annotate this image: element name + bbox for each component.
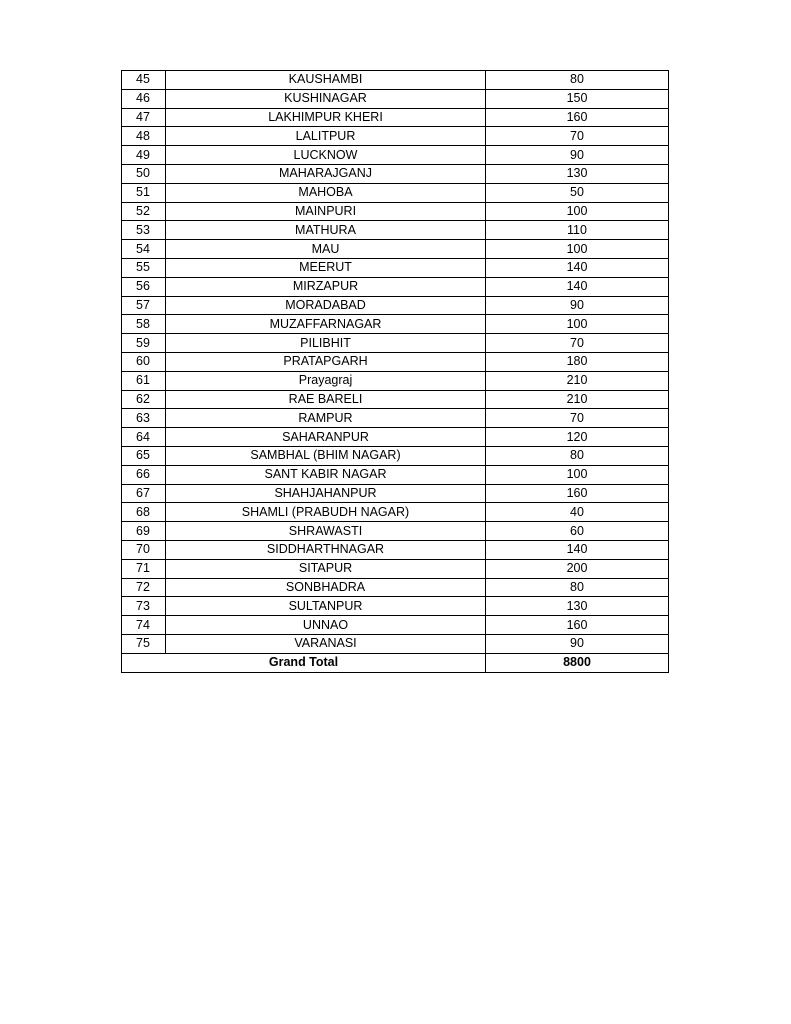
district-name-cell: UNNAO bbox=[166, 616, 486, 635]
table-row bbox=[122, 202, 669, 221]
district-name-cell: MAINPURI bbox=[166, 202, 486, 221]
table-row bbox=[122, 371, 669, 390]
serial-number-cell: 57 bbox=[122, 296, 166, 315]
serial-number-cell: 51 bbox=[122, 183, 166, 202]
table-row bbox=[122, 258, 669, 277]
district-name-cell: LAKHIMPUR KHERI bbox=[166, 108, 486, 127]
value-cell: 90 bbox=[486, 634, 669, 653]
value-cell: 60 bbox=[486, 522, 669, 541]
grand-total-value: 8800 bbox=[486, 653, 669, 672]
district-name-cell: MEERUT bbox=[166, 258, 486, 277]
table-body bbox=[122, 71, 669, 673]
value-cell: 210 bbox=[486, 371, 669, 390]
table-row bbox=[122, 465, 669, 484]
value-cell: 40 bbox=[486, 503, 669, 522]
table-row bbox=[122, 634, 669, 653]
serial-number-cell: 45 bbox=[122, 71, 166, 90]
table-row bbox=[122, 296, 669, 315]
serial-number-cell: 50 bbox=[122, 164, 166, 183]
district-name-cell: SHAHJAHANPUR bbox=[166, 484, 486, 503]
value-cell: 50 bbox=[486, 183, 669, 202]
table-row bbox=[122, 484, 669, 503]
table-row bbox=[122, 409, 669, 428]
table-row bbox=[122, 108, 669, 127]
value-cell: 160 bbox=[486, 616, 669, 635]
district-name-cell: SANT KABIR NAGAR bbox=[166, 465, 486, 484]
serial-number-cell: 69 bbox=[122, 522, 166, 541]
table-row bbox=[122, 522, 669, 541]
value-cell: 120 bbox=[486, 428, 669, 447]
district-name-cell: MATHURA bbox=[166, 221, 486, 240]
value-cell: 70 bbox=[486, 409, 669, 428]
district-name-cell: Prayagraj bbox=[166, 371, 486, 390]
serial-number-cell: 46 bbox=[122, 89, 166, 108]
table-row bbox=[122, 428, 669, 447]
table-row bbox=[122, 164, 669, 183]
serial-number-cell: 70 bbox=[122, 540, 166, 559]
table-row bbox=[122, 127, 669, 146]
value-cell: 70 bbox=[486, 334, 669, 353]
district-name-cell: RAMPUR bbox=[166, 409, 486, 428]
district-name-cell: RAE BARELI bbox=[166, 390, 486, 409]
value-cell: 100 bbox=[486, 315, 669, 334]
district-name-cell: SITAPUR bbox=[166, 559, 486, 578]
district-name-cell: VARANASI bbox=[166, 634, 486, 653]
table-row bbox=[122, 616, 669, 635]
value-cell: 140 bbox=[486, 277, 669, 296]
district-name-cell: MAHOBA bbox=[166, 183, 486, 202]
serial-number-cell: 60 bbox=[122, 352, 166, 371]
value-cell: 130 bbox=[486, 597, 669, 616]
table-row bbox=[122, 578, 669, 597]
district-name-cell: LUCKNOW bbox=[166, 146, 486, 165]
value-cell: 140 bbox=[486, 540, 669, 559]
table-row bbox=[122, 221, 669, 240]
table-row bbox=[122, 277, 669, 296]
value-cell: 90 bbox=[486, 146, 669, 165]
value-cell: 110 bbox=[486, 221, 669, 240]
serial-number-cell: 68 bbox=[122, 503, 166, 522]
serial-number-cell: 75 bbox=[122, 634, 166, 653]
serial-number-cell: 54 bbox=[122, 240, 166, 259]
district-name-cell: MORADABAD bbox=[166, 296, 486, 315]
district-name-cell: SONBHADRA bbox=[166, 578, 486, 597]
serial-number-cell: 53 bbox=[122, 221, 166, 240]
table-row bbox=[122, 503, 669, 522]
value-cell: 150 bbox=[486, 89, 669, 108]
value-cell: 200 bbox=[486, 559, 669, 578]
serial-number-cell: 58 bbox=[122, 315, 166, 334]
serial-number-cell: 72 bbox=[122, 578, 166, 597]
district-name-cell: SHAMLI (PRABUDH NAGAR) bbox=[166, 503, 486, 522]
table-row bbox=[122, 559, 669, 578]
district-name-cell: SHRAWASTI bbox=[166, 522, 486, 541]
value-cell: 160 bbox=[486, 108, 669, 127]
value-cell: 90 bbox=[486, 296, 669, 315]
value-cell: 100 bbox=[486, 465, 669, 484]
district-name-cell: PRATAPGARH bbox=[166, 352, 486, 371]
serial-number-cell: 71 bbox=[122, 559, 166, 578]
serial-number-cell: 67 bbox=[122, 484, 166, 503]
value-cell: 80 bbox=[486, 71, 669, 90]
district-name-cell: MAU bbox=[166, 240, 486, 259]
value-cell: 140 bbox=[486, 258, 669, 277]
serial-number-cell: 62 bbox=[122, 390, 166, 409]
district-name-cell: MUZAFFARNAGAR bbox=[166, 315, 486, 334]
table-row bbox=[122, 352, 669, 371]
value-cell: 80 bbox=[486, 578, 669, 597]
table-row bbox=[122, 71, 669, 90]
district-name-cell: SAMBHAL (BHIM NAGAR) bbox=[166, 446, 486, 465]
district-name-cell: MAHARAJGANJ bbox=[166, 164, 486, 183]
grand-total-row bbox=[122, 653, 669, 672]
table-row bbox=[122, 597, 669, 616]
serial-number-cell: 59 bbox=[122, 334, 166, 353]
table-row bbox=[122, 390, 669, 409]
table-row bbox=[122, 146, 669, 165]
value-cell: 80 bbox=[486, 446, 669, 465]
district-name-cell: PILIBHIT bbox=[166, 334, 486, 353]
value-cell: 100 bbox=[486, 202, 669, 221]
serial-number-cell: 56 bbox=[122, 277, 166, 296]
serial-number-cell: 48 bbox=[122, 127, 166, 146]
table-row bbox=[122, 315, 669, 334]
grand-total-label: Grand Total bbox=[122, 653, 486, 672]
district-name-cell: KAUSHAMBI bbox=[166, 71, 486, 90]
district-name-cell: KUSHINAGAR bbox=[166, 89, 486, 108]
table-row bbox=[122, 240, 669, 259]
district-name-cell: LALITPUR bbox=[166, 127, 486, 146]
value-cell: 70 bbox=[486, 127, 669, 146]
serial-number-cell: 49 bbox=[122, 146, 166, 165]
table-row bbox=[122, 540, 669, 559]
district-name-cell: SIDDHARTHNAGAR bbox=[166, 540, 486, 559]
value-cell: 130 bbox=[486, 164, 669, 183]
serial-number-cell: 63 bbox=[122, 409, 166, 428]
serial-number-cell: 65 bbox=[122, 446, 166, 465]
table-row bbox=[122, 446, 669, 465]
value-cell: 100 bbox=[486, 240, 669, 259]
table-row bbox=[122, 89, 669, 108]
serial-number-cell: 61 bbox=[122, 371, 166, 390]
serial-number-cell: 74 bbox=[122, 616, 166, 635]
serial-number-cell: 64 bbox=[122, 428, 166, 447]
value-cell: 160 bbox=[486, 484, 669, 503]
serial-number-cell: 73 bbox=[122, 597, 166, 616]
serial-number-cell: 52 bbox=[122, 202, 166, 221]
serial-number-cell: 55 bbox=[122, 258, 166, 277]
serial-number-cell: 47 bbox=[122, 108, 166, 127]
value-cell: 210 bbox=[486, 390, 669, 409]
serial-number-cell: 66 bbox=[122, 465, 166, 484]
district-table bbox=[121, 70, 669, 673]
district-name-cell: SAHARANPUR bbox=[166, 428, 486, 447]
table-row bbox=[122, 183, 669, 202]
value-cell: 180 bbox=[486, 352, 669, 371]
district-name-cell: MIRZAPUR bbox=[166, 277, 486, 296]
district-name-cell: SULTANPUR bbox=[166, 597, 486, 616]
table-row bbox=[122, 334, 669, 353]
